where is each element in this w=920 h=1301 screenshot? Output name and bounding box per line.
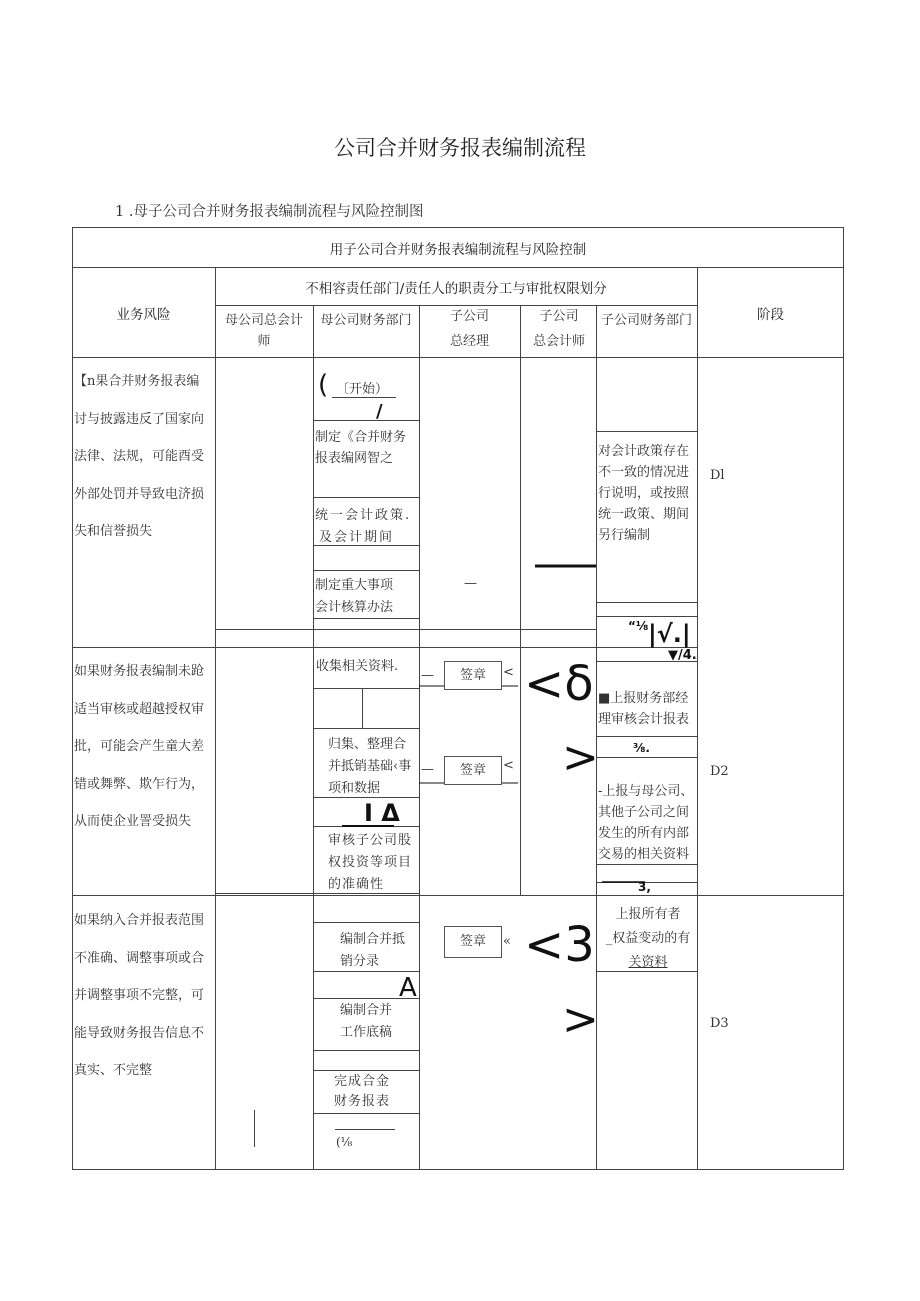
- risk-section-3: 如果纳入合并报表范围 不准确、调整事项或合 并调整事项不完整，可 能导致财务报告信息不 真实、不完整: [74, 913, 205, 1078]
- box-elimination-entries: 编制合并抵 销分录: [340, 932, 406, 969]
- box-formulate-system: 制定《合并财务 报表编网智之: [315, 430, 407, 466]
- stage-d3: D3: [710, 1016, 729, 1031]
- decision-3: <3: [524, 917, 595, 973]
- header-sub-general-manager: 子公司 总经理: [449, 309, 489, 349]
- seal-box-3: 签章: [444, 926, 502, 958]
- box-review-equity: 审核子公司股 权投资等项目 的准确性: [328, 833, 413, 892]
- flow-arrow-slash: /: [376, 401, 383, 422]
- flow-dash: —: [464, 576, 477, 591]
- header-parent-finance-dept: 母公司财务部门: [320, 313, 412, 328]
- document-subtitle: 1 .母子公司合并财务报表编制流程与风险控制图: [115, 204, 424, 220]
- flow-arrow-lt-2: <: [503, 758, 514, 773]
- flow-fragment-c: ▼/4.: [668, 648, 697, 663]
- flow-fragment-a: “⅛: [628, 619, 649, 633]
- risk-section-1: 【n果合并财务报表编 讨与披露违反了国家向 法律、法规，可能酉受 外部处罚并导致电济损 失和信誉损失: [74, 374, 205, 539]
- flow-dash-1: —: [421, 668, 434, 683]
- sub-report-review: ■上报财务部经 理审核会计报表: [598, 691, 690, 727]
- header-business-risk: 业务风险: [116, 307, 171, 323]
- box-gather-data: 归集、整理合 并抵销基础‹事 项和数据: [328, 737, 412, 796]
- header-stage: 阶段: [757, 307, 784, 323]
- decision-delta: <δ: [524, 656, 594, 712]
- sub-policy-explanation: 对会计政策存在 不一致的情况进 行说明，或按照 统一政策、期间 另行编制: [598, 444, 690, 543]
- flow-fragment-38: ⅜.: [633, 741, 650, 755]
- header-parent-chief-accountant: 母公司总会计 师: [224, 313, 303, 349]
- stage-d2: D2: [710, 764, 729, 779]
- header-sub-chief-accountant: 子公司 总会计师: [532, 309, 585, 349]
- sub-equity-report: 上报所有者 _权益变动的有 关资料: [605, 907, 691, 970]
- flow-start: 〔开始）: [336, 382, 389, 397]
- flow-fragment-la: I Δ: [364, 799, 400, 827]
- flow-end-fragment: (⅛: [336, 1135, 353, 1149]
- seal-box-1: 签章: [444, 661, 502, 690]
- flow-fragment-a-big: A: [399, 973, 417, 1003]
- flow-fragment-3: 3,: [638, 880, 651, 894]
- table-caption: 用子公司合并财务报表编制流程与风险控制: [329, 242, 587, 258]
- box-complete-statements: 完成合金 财务报表: [334, 1074, 391, 1109]
- decision-gt-2: >: [562, 994, 599, 1045]
- flow-guillemet: «: [503, 934, 511, 949]
- header-duty-division: 不相容责任部门/责任人的职责分工与审批权限划分: [305, 281, 607, 297]
- box-unify-policies: 统一会计政策. 及会计期间: [315, 508, 412, 545]
- flow-dash-2: —: [421, 762, 434, 777]
- sub-intercompany-report: -上报与母公司、 其他子公司之间 发生的所有内部 交易的相关资料: [598, 784, 694, 862]
- flow-fragment-b: |√.|: [648, 620, 691, 648]
- document-title: 公司合并财务报表编制流程: [334, 136, 586, 160]
- box-major-items-method: 制定重大事项 会计核算办法: [315, 578, 394, 615]
- flow-arrow-lt-1: <: [503, 665, 514, 680]
- decision-gt-1: >: [562, 732, 599, 783]
- box-collect-materials: 收集相关资料.: [316, 659, 399, 674]
- risk-section-2: 如果财务报表编制未跄 适当审核或超越授权审 批，可能会产生童大差 错或舞弊、欺乍行为， 从而使企业詈受损失: [74, 664, 205, 829]
- stage-d1: Dl: [710, 468, 725, 483]
- box-working-papers: 编制合并 工作底稿: [340, 1003, 393, 1040]
- header-sub-finance-dept: 子公司财务部门: [600, 313, 692, 328]
- start-paren: (: [318, 370, 329, 400]
- seal-box-2: 签章: [444, 756, 502, 785]
